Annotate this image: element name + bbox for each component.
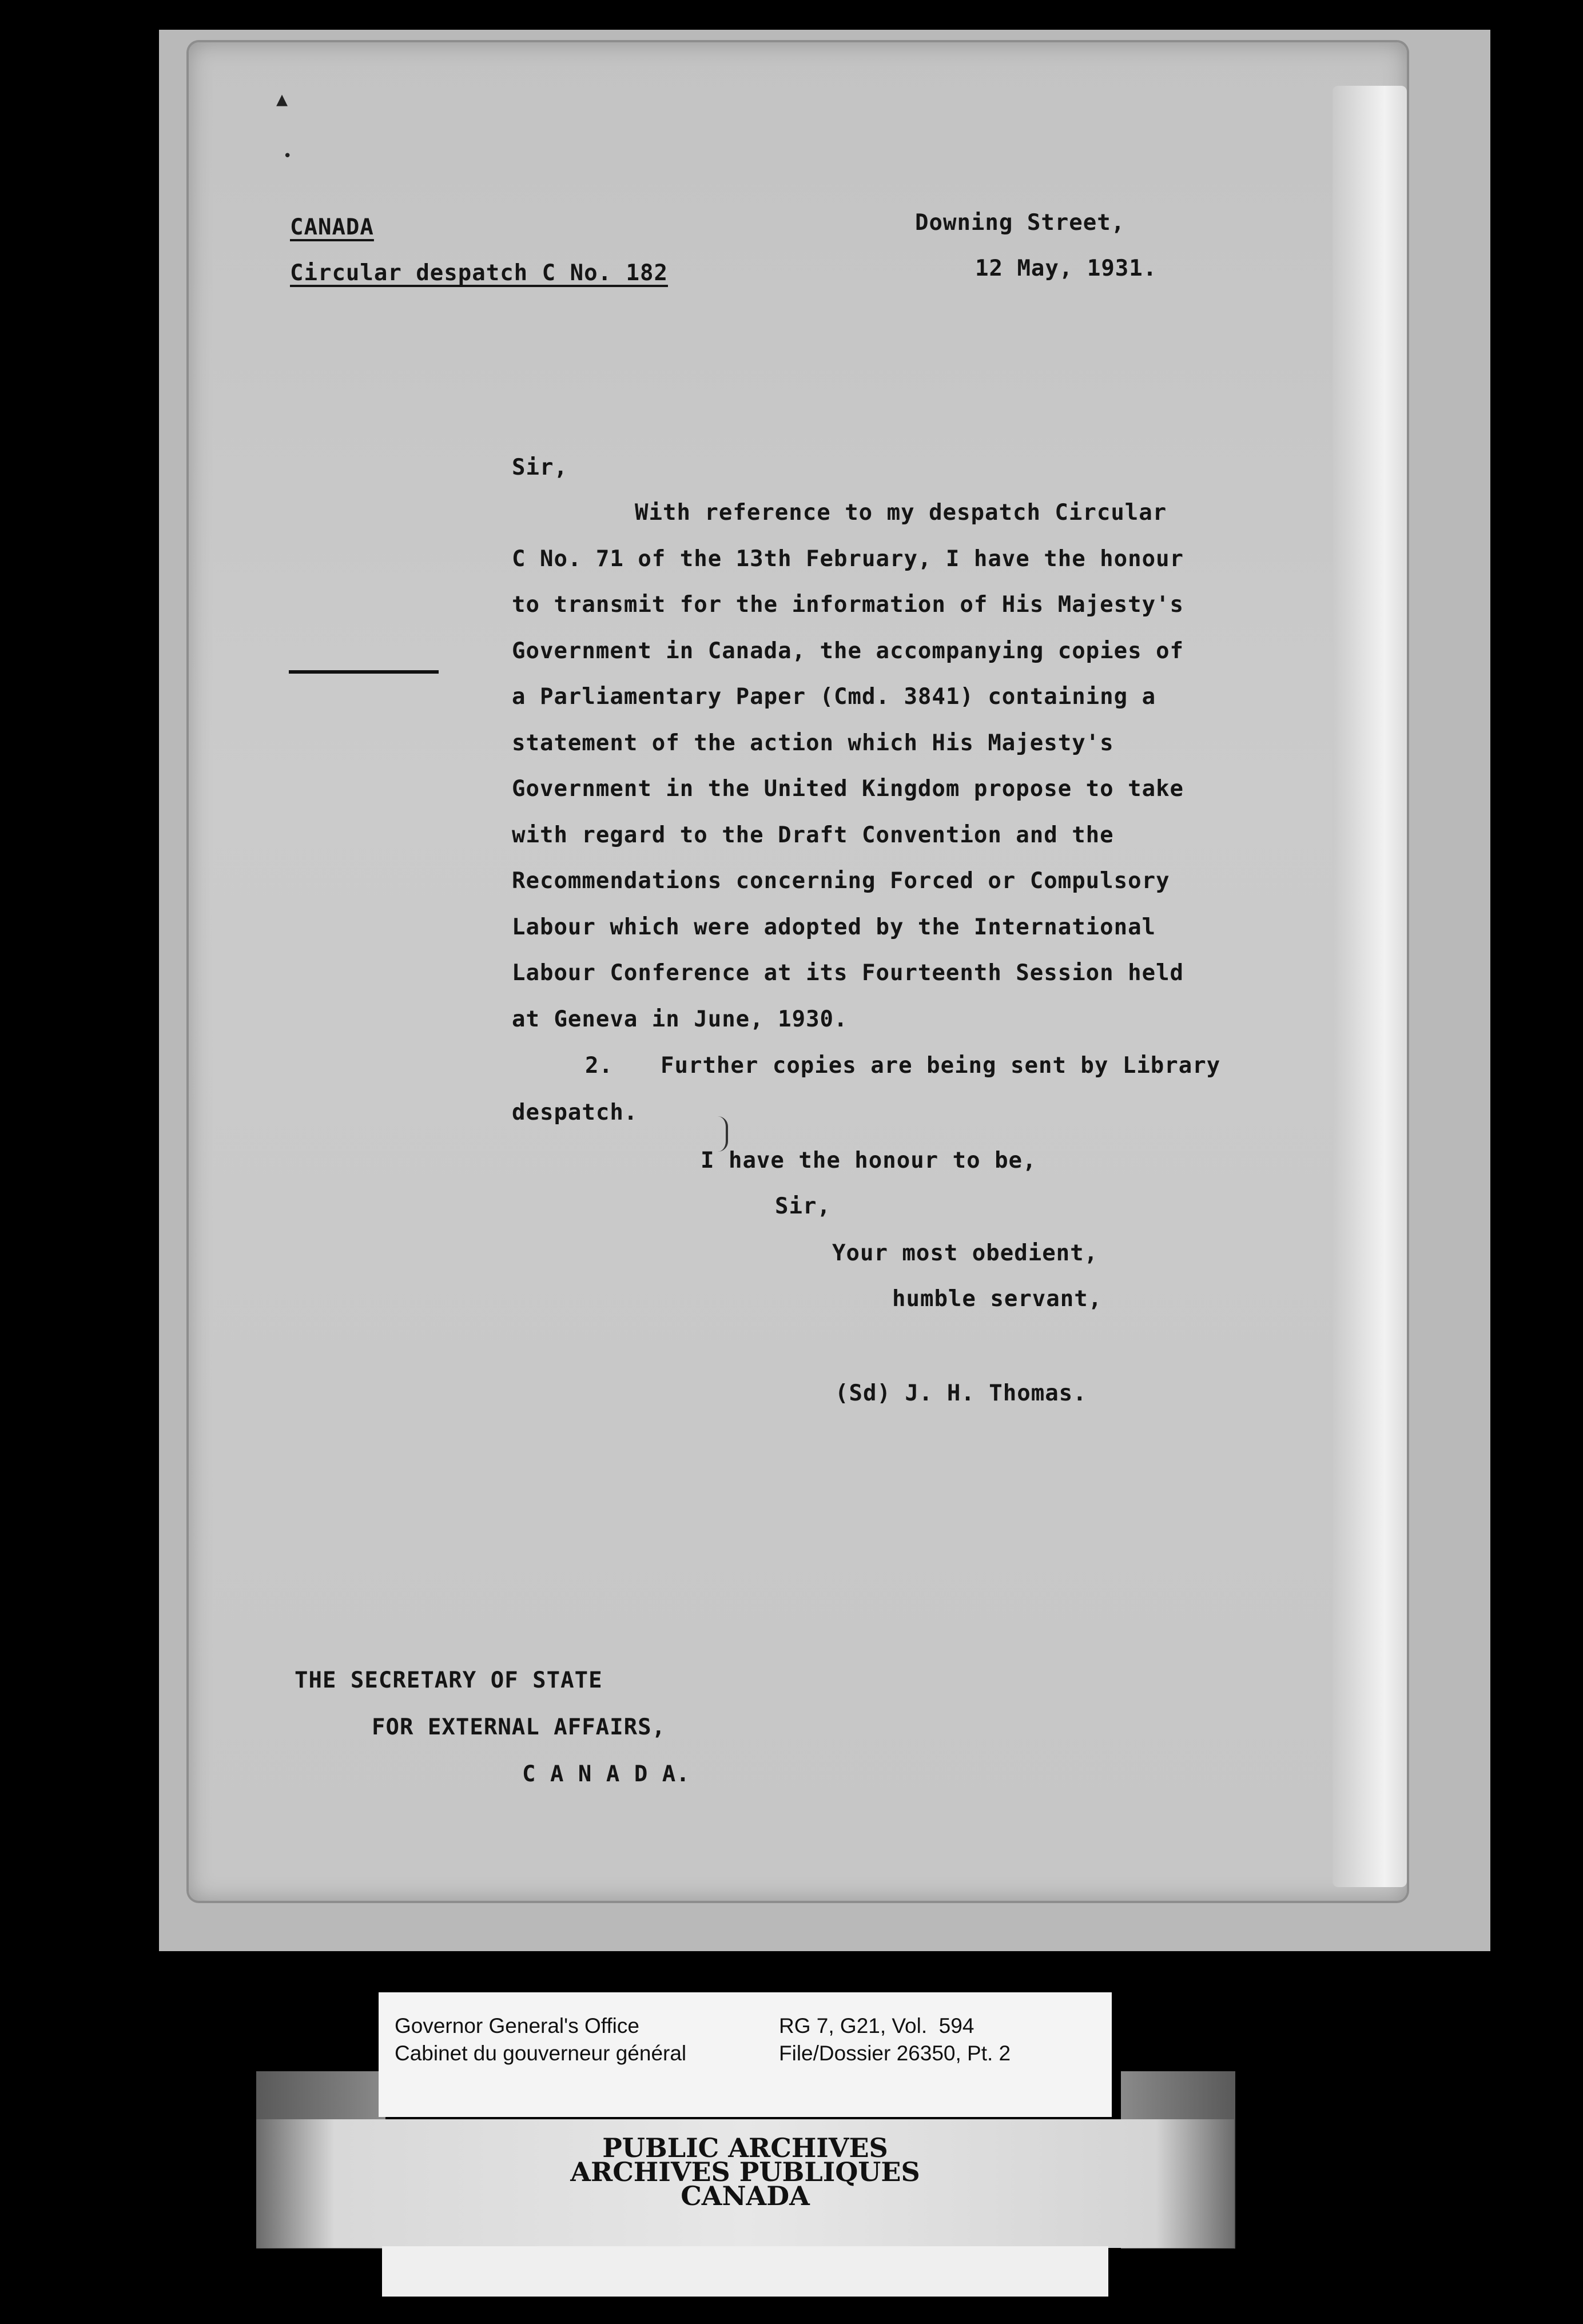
body-line: to transmit for the information of His Majesty's: [512, 592, 1184, 618]
recipient-line: THE SECRETARY OF STATE: [295, 1668, 603, 1693]
record-group: RG 7, G21, Vol. 594: [779, 2014, 975, 2038]
closing-line: humble servant,: [892, 1286, 1103, 1312]
archive-label: [379, 1992, 1112, 2117]
despatch-reference: Circular despatch C No. 182: [290, 260, 668, 286]
body-line: Labour Conference at its Fourteenth Session held: [512, 960, 1184, 986]
base-card: [382, 2246, 1108, 2297]
margin-rule: [289, 670, 439, 674]
body-line: at Geneva in June, 1930.: [512, 1006, 848, 1032]
closing-line: Your most obedient,: [832, 1240, 1099, 1266]
country-heading: CANADA: [290, 214, 374, 240]
letter-page: [192, 46, 1381, 1893]
body-line: Government in Canada, the accompanying copies of: [512, 638, 1184, 664]
body-line: despatch.: [512, 1100, 638, 1125]
margin-mark: ▴: [276, 86, 288, 112]
archive-stamp-line: ARCHIVES PUBLIQUES: [570, 2156, 920, 2187]
body-line: Further copies are being sent by Library: [661, 1053, 1221, 1079]
margin-bracket: [718, 1116, 728, 1152]
body-line: with regard to the Draft Convention and the: [512, 822, 1114, 848]
margin-dot: •: [283, 148, 292, 165]
body-line: a Parliamentary Paper (Cmd. 3841) containing a: [512, 684, 1156, 710]
recipient-line: FOR EXTERNAL AFFAIRS,: [372, 1714, 666, 1740]
archive-stamp-line: PUBLIC ARCHIVES: [602, 2132, 888, 2163]
recipient-line: C A N A D A.: [522, 1761, 690, 1787]
paragraph-number: 2.: [585, 1053, 613, 1079]
signature: (Sd) J. H. Thomas.: [835, 1380, 1087, 1406]
body-line: C No. 71 of the 13th February, I have the honour: [512, 546, 1184, 572]
body-line: Recommendations concerning Forced or Compulsory: [512, 868, 1170, 894]
body-line: With reference to my despatch Circular: [635, 500, 1167, 526]
body-line: statement of the action which His Majesty's: [512, 730, 1114, 756]
date-line: 12 May, 1931.: [975, 256, 1158, 281]
office-english: Governor General's Office: [395, 2014, 639, 2038]
closing-line: Sir,: [775, 1193, 831, 1219]
office-french: Cabinet du gouverneur général: [395, 2042, 687, 2065]
body-line: Government in the United Kingdom propose to take: [512, 776, 1184, 802]
place-line: Downing Street,: [915, 210, 1125, 236]
body-line: Labour which were adopted by the International: [512, 914, 1156, 940]
salutation: Sir,: [512, 455, 568, 480]
closing-line: I have the honour to be,: [701, 1148, 1037, 1173]
file-number: File/Dossier 26350, Pt. 2: [779, 2042, 1011, 2065]
archive-stamp: [379, 2132, 1112, 2211]
archive-stamp-line: CANADA: [681, 2180, 810, 2211]
